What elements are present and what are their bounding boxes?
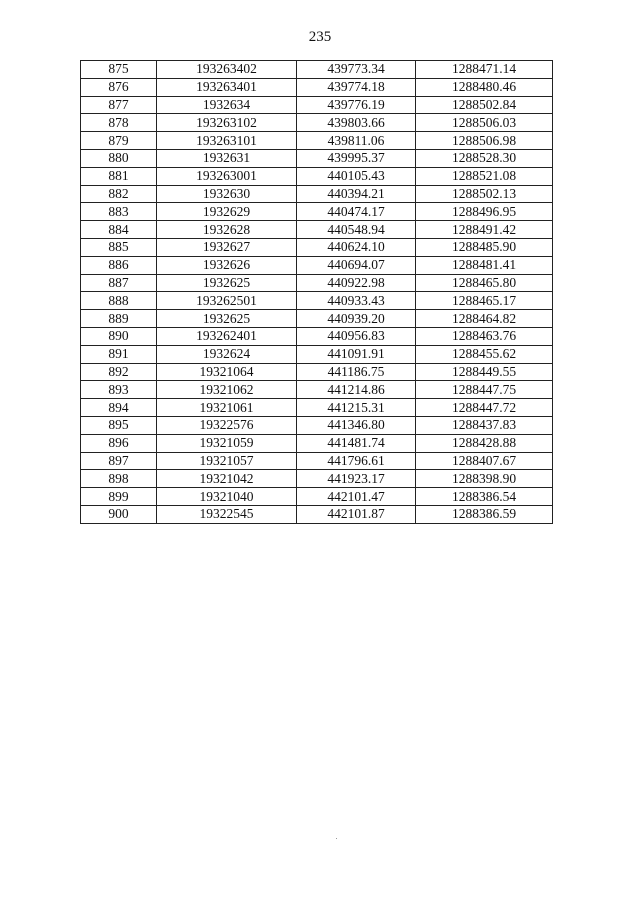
point-number-cell: 887: [81, 274, 157, 292]
y-coordinate-cell: 1288437.83: [416, 416, 553, 434]
table-row: [81, 203, 553, 221]
point-number-cell: 875: [81, 61, 157, 79]
x-coordinate-cell: 440922.98: [297, 274, 416, 292]
y-coordinate-cell: 1288449.55: [416, 363, 553, 381]
x-coordinate-cell: 441091.91: [297, 345, 416, 363]
point-number-cell: 877: [81, 96, 157, 114]
y-coordinate-cell: 1288386.59: [416, 505, 553, 523]
x-coordinate-cell: 440105.43: [297, 167, 416, 185]
point-number-cell: 886: [81, 256, 157, 274]
table-row: [81, 363, 553, 381]
y-coordinate-cell: 1288502.84: [416, 96, 553, 114]
table-row: [81, 256, 553, 274]
y-coordinate-cell: 1288471.14: [416, 61, 553, 79]
point-id-cell: 19322545: [157, 505, 297, 523]
x-coordinate-cell: 441481.74: [297, 434, 416, 452]
table-row: [81, 345, 553, 363]
y-coordinate-cell: 1288463.76: [416, 327, 553, 345]
point-id-cell: 1932627: [157, 238, 297, 256]
point-id-cell: 1932625: [157, 310, 297, 328]
point-id-cell: 193263001: [157, 167, 297, 185]
y-coordinate-cell: 1288447.72: [416, 399, 553, 417]
point-id-cell: 193263402: [157, 61, 297, 79]
y-coordinate-cell: 1288481.41: [416, 256, 553, 274]
point-number-cell: 894: [81, 399, 157, 417]
x-coordinate-cell: 442101.87: [297, 505, 416, 523]
point-number-cell: 880: [81, 149, 157, 167]
point-id-cell: 19321040: [157, 488, 297, 506]
point-number-cell: 900: [81, 505, 157, 523]
x-coordinate-cell: 442101.47: [297, 488, 416, 506]
table-row: [81, 96, 553, 114]
table-row: [81, 416, 553, 434]
scan-speck: [336, 838, 337, 839]
y-coordinate-cell: 1288398.90: [416, 470, 553, 488]
table-row: [81, 149, 553, 167]
table-row: [81, 167, 553, 185]
y-coordinate-cell: 1288455.62: [416, 345, 553, 363]
y-coordinate-cell: 1288506.98: [416, 132, 553, 150]
y-coordinate-cell: 1288502.13: [416, 185, 553, 203]
point-number-cell: 897: [81, 452, 157, 470]
table-row: [81, 488, 553, 506]
table-row: [81, 470, 553, 488]
point-number-cell: 879: [81, 132, 157, 150]
table-row: [81, 434, 553, 452]
point-id-cell: 1932628: [157, 221, 297, 239]
point-id-cell: 19322576: [157, 416, 297, 434]
x-coordinate-cell: 441796.61: [297, 452, 416, 470]
x-coordinate-cell: 441214.86: [297, 381, 416, 399]
point-number-cell: 899: [81, 488, 157, 506]
point-number-cell: 892: [81, 363, 157, 381]
point-id-cell: 1932625: [157, 274, 297, 292]
point-number-cell: 891: [81, 345, 157, 363]
point-id-cell: 193263401: [157, 78, 297, 96]
x-coordinate-cell: 441346.80: [297, 416, 416, 434]
x-coordinate-cell: 440548.94: [297, 221, 416, 239]
point-id-cell: 1932631: [157, 149, 297, 167]
point-id-cell: 1932624: [157, 345, 297, 363]
point-number-cell: 898: [81, 470, 157, 488]
point-id-cell: 193263101: [157, 132, 297, 150]
coordinates-table-body: [81, 61, 553, 524]
y-coordinate-cell: 1288528.30: [416, 149, 553, 167]
x-coordinate-cell: 440694.07: [297, 256, 416, 274]
point-number-cell: 890: [81, 327, 157, 345]
table-row: [81, 505, 553, 523]
y-coordinate-cell: 1288480.46: [416, 78, 553, 96]
table-row: [81, 381, 553, 399]
x-coordinate-cell: 441186.75: [297, 363, 416, 381]
point-id-cell: 19321064: [157, 363, 297, 381]
y-coordinate-cell: 1288491.42: [416, 221, 553, 239]
x-coordinate-cell: 440624.10: [297, 238, 416, 256]
table-row: [81, 185, 553, 203]
x-coordinate-cell: 440394.21: [297, 185, 416, 203]
x-coordinate-cell: 439811.06: [297, 132, 416, 150]
y-coordinate-cell: 1288465.80: [416, 274, 553, 292]
point-number-cell: 895: [81, 416, 157, 434]
point-number-cell: 885: [81, 238, 157, 256]
point-id-cell: 1932629: [157, 203, 297, 221]
point-id-cell: 1932634: [157, 96, 297, 114]
table-row: [81, 78, 553, 96]
x-coordinate-cell: 440474.17: [297, 203, 416, 221]
x-coordinate-cell: 439995.37: [297, 149, 416, 167]
point-number-cell: 882: [81, 185, 157, 203]
point-number-cell: 876: [81, 78, 157, 96]
x-coordinate-cell: 439776.19: [297, 96, 416, 114]
y-coordinate-cell: 1288407.67: [416, 452, 553, 470]
coordinates-table: [80, 60, 553, 524]
table-row: [81, 221, 553, 239]
table-row: [81, 132, 553, 150]
y-coordinate-cell: 1288464.82: [416, 310, 553, 328]
x-coordinate-cell: 439774.18: [297, 78, 416, 96]
table-row: [81, 238, 553, 256]
y-coordinate-cell: 1288465.17: [416, 292, 553, 310]
point-id-cell: 1932630: [157, 185, 297, 203]
table-row: [81, 310, 553, 328]
point-id-cell: 19321062: [157, 381, 297, 399]
point-id-cell: 193263102: [157, 114, 297, 132]
page-number: 235: [308, 29, 332, 45]
point-number-cell: 893: [81, 381, 157, 399]
y-coordinate-cell: 1288485.90: [416, 238, 553, 256]
point-id-cell: 193262401: [157, 327, 297, 345]
table-row: [81, 292, 553, 310]
x-coordinate-cell: 440933.43: [297, 292, 416, 310]
x-coordinate-cell: 441923.17: [297, 470, 416, 488]
y-coordinate-cell: 1288496.95: [416, 203, 553, 221]
table-row: [81, 274, 553, 292]
point-id-cell: 1932626: [157, 256, 297, 274]
table-row: [81, 61, 553, 79]
table-row: [81, 399, 553, 417]
point-number-cell: 878: [81, 114, 157, 132]
point-number-cell: 884: [81, 221, 157, 239]
y-coordinate-cell: 1288447.75: [416, 381, 553, 399]
point-number-cell: 881: [81, 167, 157, 185]
point-number-cell: 896: [81, 434, 157, 452]
y-coordinate-cell: 1288386.54: [416, 488, 553, 506]
table-row: [81, 452, 553, 470]
point-id-cell: 19321061: [157, 399, 297, 417]
point-number-cell: 883: [81, 203, 157, 221]
point-id-cell: 19321057: [157, 452, 297, 470]
y-coordinate-cell: 1288428.88: [416, 434, 553, 452]
point-id-cell: 19321059: [157, 434, 297, 452]
point-number-cell: 889: [81, 310, 157, 328]
x-coordinate-cell: 440939.20: [297, 310, 416, 328]
y-coordinate-cell: 1288521.08: [416, 167, 553, 185]
point-id-cell: 193262501: [157, 292, 297, 310]
x-coordinate-cell: 439803.66: [297, 114, 416, 132]
table-row: [81, 327, 553, 345]
point-number-cell: 888: [81, 292, 157, 310]
point-id-cell: 19321042: [157, 470, 297, 488]
x-coordinate-cell: 439773.34: [297, 61, 416, 79]
x-coordinate-cell: 440956.83: [297, 327, 416, 345]
x-coordinate-cell: 441215.31: [297, 399, 416, 417]
table-row: [81, 114, 553, 132]
y-coordinate-cell: 1288506.03: [416, 114, 553, 132]
